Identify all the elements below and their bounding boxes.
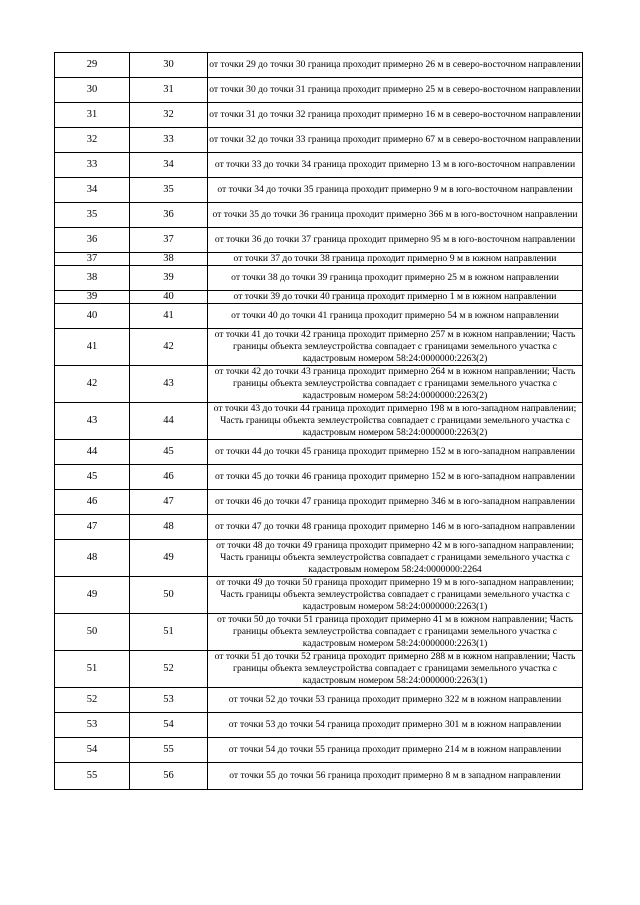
- table-row: [55, 128, 583, 153]
- from-point-cell: 39: [55, 291, 130, 304]
- to-point-cell: 31: [130, 78, 208, 103]
- to-point-cell: 33: [130, 128, 208, 153]
- description-cell: от точки 29 до точки 30 граница проходит примерно 26 м в северо-восточном направлении: [208, 53, 583, 78]
- table-row: [55, 291, 583, 304]
- to-point-cell: 53: [130, 688, 208, 713]
- description-cell: от точки 45 до точки 46 граница проходит примерно 152 м в юго-западном направлении: [208, 465, 583, 490]
- description-cell: от точки 43 до точки 44 граница проходит примерно 198 м в юго-западном направлении; Часть границы объекта землеустройства совпадает с границами земельного участка с кадастровым номером 58:24:0000000:2263(2): [208, 403, 583, 440]
- table-row: [55, 515, 583, 540]
- description-cell: от точки 40 до точки 41 граница проходит примерно 54 м в южном направлении: [208, 304, 583, 329]
- from-point-cell: 44: [55, 440, 130, 465]
- table-row: [55, 228, 583, 253]
- table-row: [55, 738, 583, 763]
- to-point-cell: 45: [130, 440, 208, 465]
- table-row: [55, 153, 583, 178]
- to-point-cell: 54: [130, 713, 208, 738]
- description-cell: от точки 39 до точки 40 граница проходит примерно 1 м в южном направлении: [208, 291, 583, 304]
- table-row: [55, 440, 583, 465]
- from-point-cell: 43: [55, 403, 130, 440]
- table-row: [55, 304, 583, 329]
- to-point-cell: 51: [130, 614, 208, 651]
- description-cell: от точки 35 до точки 36 граница проходит примерно 366 м в юго-восточном направлении: [208, 203, 583, 228]
- description-cell: от точки 47 до точки 48 граница проходит примерно 146 м в юго-западном направлении: [208, 515, 583, 540]
- description-cell: от точки 31 до точки 32 граница проходит примерно 16 м в северо-восточном направлении: [208, 103, 583, 128]
- to-point-cell: 56: [130, 763, 208, 790]
- to-point-cell: 32: [130, 103, 208, 128]
- to-point-cell: 35: [130, 178, 208, 203]
- description-cell: от точки 44 до точки 45 граница проходит примерно 152 м в юго-западном направлении: [208, 440, 583, 465]
- table-row: [55, 103, 583, 128]
- from-point-cell: 41: [55, 329, 130, 366]
- to-point-cell: 37: [130, 228, 208, 253]
- description-cell: от точки 46 до точки 47 граница проходит примерно 346 м в юго-западном направлении: [208, 490, 583, 515]
- table-row: [55, 763, 583, 790]
- description-cell: от точки 55 до точки 56 граница проходит примерно 8 м в западном направлении: [208, 763, 583, 790]
- from-point-cell: 38: [55, 266, 130, 291]
- table-row: [55, 53, 583, 78]
- table-row: [55, 253, 583, 266]
- table-row: [55, 651, 583, 688]
- to-point-cell: 44: [130, 403, 208, 440]
- to-point-cell: 42: [130, 329, 208, 366]
- table-row: [55, 490, 583, 515]
- to-point-cell: 43: [130, 366, 208, 403]
- from-point-cell: 46: [55, 490, 130, 515]
- from-point-cell: 33: [55, 153, 130, 178]
- to-point-cell: 50: [130, 577, 208, 614]
- table-row: [55, 266, 583, 291]
- to-point-cell: 38: [130, 253, 208, 266]
- table-row: [55, 540, 583, 577]
- from-point-cell: 36: [55, 228, 130, 253]
- from-point-cell: 53: [55, 713, 130, 738]
- description-cell: от точки 34 до точки 35 граница проходит примерно 9 м в юго-восточном направлении: [208, 178, 583, 203]
- table-row: [55, 403, 583, 440]
- to-point-cell: 39: [130, 266, 208, 291]
- table-row: [55, 178, 583, 203]
- description-cell: от точки 54 до точки 55 граница проходит примерно 214 м в южном направлении: [208, 738, 583, 763]
- from-point-cell: 49: [55, 577, 130, 614]
- description-cell: от точки 33 до точки 34 граница проходит примерно 13 м в юго-восточном направлении: [208, 153, 583, 178]
- from-point-cell: 32: [55, 128, 130, 153]
- to-point-cell: 46: [130, 465, 208, 490]
- from-point-cell: 29: [55, 53, 130, 78]
- from-point-cell: 45: [55, 465, 130, 490]
- description-cell: от точки 30 до точки 31 граница проходит примерно 25 м в северо-восточном направлении: [208, 78, 583, 103]
- table-row: [55, 329, 583, 366]
- description-cell: от точки 32 до точки 33 граница проходит примерно 67 м в северо-восточном направлении: [208, 128, 583, 153]
- description-cell: от точки 37 до точки 38 граница проходит примерно 9 м в южном направлении: [208, 253, 583, 266]
- to-point-cell: 34: [130, 153, 208, 178]
- from-point-cell: 48: [55, 540, 130, 577]
- to-point-cell: 36: [130, 203, 208, 228]
- to-point-cell: 49: [130, 540, 208, 577]
- description-cell: от точки 41 до точки 42 граница проходит примерно 257 м в южном направлении; Часть границы объекта землеустройства совпадает с границами земельного участка с кадастровым номером 58:24:0000000:2263(2): [208, 329, 583, 366]
- table-body: [55, 53, 583, 790]
- table-row: [55, 688, 583, 713]
- from-point-cell: 40: [55, 304, 130, 329]
- from-point-cell: 35: [55, 203, 130, 228]
- table-row: [55, 203, 583, 228]
- from-point-cell: 42: [55, 366, 130, 403]
- to-point-cell: 48: [130, 515, 208, 540]
- description-cell: от точки 53 до точки 54 граница проходит примерно 301 м в южном направлении: [208, 713, 583, 738]
- table-row: [55, 713, 583, 738]
- to-point-cell: 40: [130, 291, 208, 304]
- from-point-cell: 31: [55, 103, 130, 128]
- from-point-cell: 55: [55, 763, 130, 790]
- from-point-cell: 47: [55, 515, 130, 540]
- description-cell: от точки 49 до точки 50 граница проходит примерно 19 м в юго-западном направлении; Часть границы объекта землеустройства совпадает с границами земельного участка с кадастровым номером 58:24:0000000:2263(1): [208, 577, 583, 614]
- to-point-cell: 55: [130, 738, 208, 763]
- description-cell: от точки 50 до точки 51 граница проходит примерно 41 м в южном направлении; Часть границы объекта землеустройства совпадает с границами земельного участка с кадастровым номером 58:24:0000000:2263(1): [208, 614, 583, 651]
- table-row: [55, 614, 583, 651]
- from-point-cell: 37: [55, 253, 130, 266]
- to-point-cell: 47: [130, 490, 208, 515]
- from-point-cell: 54: [55, 738, 130, 763]
- from-point-cell: 52: [55, 688, 130, 713]
- description-cell: от точки 38 до точки 39 граница проходит примерно 25 м в южном направлении: [208, 266, 583, 291]
- from-point-cell: 34: [55, 178, 130, 203]
- description-cell: от точки 48 до точки 49 граница проходит примерно 42 м в юго-западном направлении; Часть границы объекта землеустройства совпадает с границами земельного участка с кадастровым номером 58:24:0000000:2264: [208, 540, 583, 577]
- description-cell: от точки 42 до точки 43 граница проходит примерно 264 м в южном направлении; Часть границы объекта землеустройства совпадает с границами земельного участка с кадастровым номером 58:24:0000000:2263(2): [208, 366, 583, 403]
- description-cell: от точки 51 до точки 52 граница проходит примерно 288 м в южном направлении; Часть границы объекта землеустройства совпадает с границами земельного участка с кадастровым номером 58:24:0000000:2263(1): [208, 651, 583, 688]
- from-point-cell: 50: [55, 614, 130, 651]
- table-row: [55, 78, 583, 103]
- table-row: [55, 366, 583, 403]
- description-cell: от точки 52 до точки 53 граница проходит примерно 322 м в южном направлении: [208, 688, 583, 713]
- to-point-cell: 30: [130, 53, 208, 78]
- from-point-cell: 30: [55, 78, 130, 103]
- to-point-cell: 41: [130, 304, 208, 329]
- boundary-description-table: [54, 52, 583, 790]
- description-cell: от точки 36 до точки 37 граница проходит примерно 95 м в юго-восточном направлении: [208, 228, 583, 253]
- from-point-cell: 51: [55, 651, 130, 688]
- table-row: [55, 465, 583, 490]
- to-point-cell: 52: [130, 651, 208, 688]
- table-row: [55, 577, 583, 614]
